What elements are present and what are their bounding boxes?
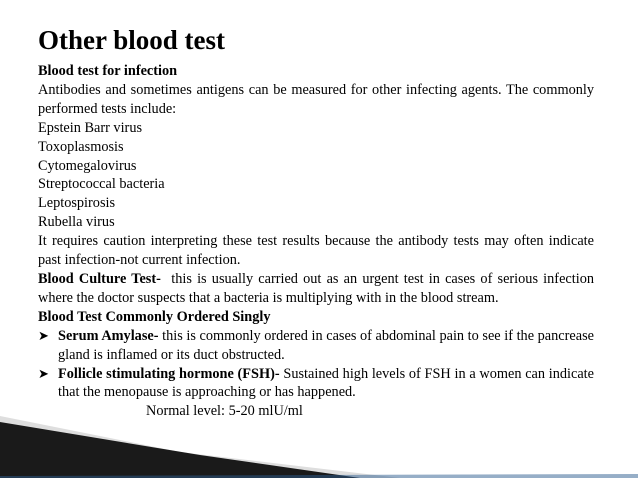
bullet-text: Sustained high levels of FSH in a women can indicate that the menopause is approaching or has happened. bbox=[58, 365, 595, 401]
arrow-bullet-icon: ➤ bbox=[38, 365, 49, 381]
bullet-text: this is commonly ordered in cases of abdominal pain to see if the pancrease gland is inflamed or its duct obstructed. bbox=[58, 327, 594, 363]
singly-heading: Blood Test Commonly Ordered Singly bbox=[38, 308, 271, 325]
infection-item: Cytomegalovirus bbox=[38, 157, 137, 174]
infection-heading: Blood test for infection bbox=[38, 63, 178, 79]
infection-item: Leptospirosis bbox=[38, 195, 116, 212]
slide-title: Other blood test bbox=[38, 25, 225, 55]
blood-culture-label: Blood Culture Test- bbox=[38, 270, 161, 287]
infection-item: Streptococcal bacteria bbox=[38, 176, 165, 193]
caution-text: It requires caution interpreting these test results because the antibody tests may often indicate past infection-not current infection. bbox=[38, 233, 594, 269]
infection-item: Rubella virus bbox=[38, 214, 115, 231]
arrow-bullet-icon: ➤ bbox=[38, 327, 49, 343]
bullet-label: Serum Amylase- bbox=[58, 327, 159, 344]
infection-item: Toxoplasmosis bbox=[38, 138, 124, 155]
infection-item: Epstein Barr virus bbox=[38, 119, 143, 136]
infection-intro: Antibodies and sometimes antigens can be measured for other infecting agents. The commonly performed tests include: bbox=[38, 81, 594, 117]
normal-level: Normal level: 5-20 mlU/ml bbox=[146, 403, 303, 420]
blood-culture-text: this is usually carried out as an urgent test in cases of serious infection where the doctor suspects that a bacteria is multiplying with in the blood stream. bbox=[38, 270, 598, 306]
bullet-label: Follicle stimulating hormone (FSH)- bbox=[58, 365, 280, 382]
